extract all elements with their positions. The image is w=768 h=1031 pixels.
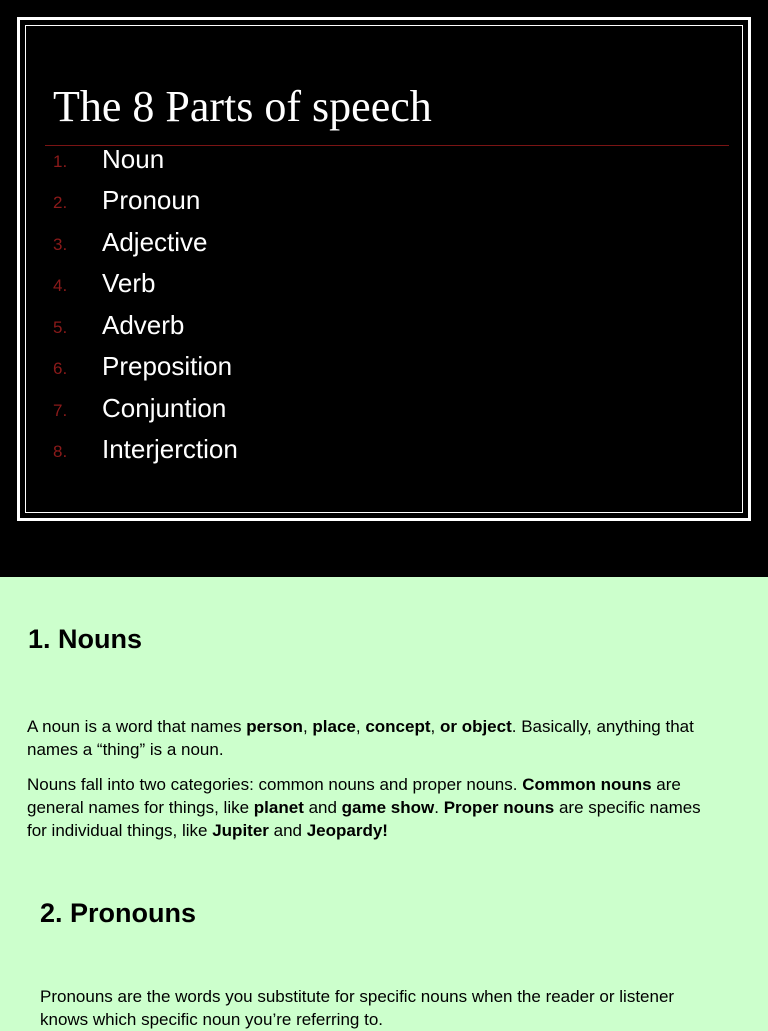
list-label: Pronoun	[102, 185, 201, 215]
list-number: 3.	[53, 235, 68, 254]
list-label: Conjuntion	[102, 393, 227, 423]
list-number: 6.	[53, 359, 68, 378]
text-run: ,	[302, 717, 313, 736]
text-run: Nouns fall into two categories: common nouns and proper nouns.	[27, 775, 523, 794]
bold-term: person	[246, 717, 303, 736]
bold-term: Jeopardy!	[306, 821, 388, 840]
bold-term: place	[312, 717, 356, 736]
text-run: . Basically, anything that names a “thing” is a noun.	[27, 717, 694, 759]
bold-term: Common nouns	[522, 775, 652, 794]
bold-term: or object	[439, 717, 512, 736]
list-label: Noun	[102, 144, 165, 174]
list-label: Adverb	[102, 310, 185, 340]
list-number: 4.	[53, 276, 68, 295]
pronouns-definition: Pronouns are the words you substitute for specific nouns when the reader or listener knows which specific noun you’re referring to.	[40, 987, 675, 1029]
text-run: are general names for things, like	[27, 775, 681, 817]
text-run: are specific names for individual things, like	[27, 798, 701, 840]
bold-term: concept	[365, 717, 431, 736]
text-run: and	[303, 798, 342, 817]
slide-title: The 8 Parts of speech	[53, 82, 432, 131]
list-number: 1.	[53, 152, 68, 171]
list-label: Verb	[102, 268, 156, 298]
nouns-categories	[27, 773, 717, 842]
nouns-slide	[0, 577, 768, 1029]
text-run: A noun is a word that names	[27, 717, 247, 736]
list-label: Preposition	[102, 351, 233, 381]
list-label: Interjerction	[102, 434, 238, 464]
list-number: 8.	[53, 442, 68, 461]
text-run: and	[268, 821, 307, 840]
bold-term: game show	[341, 798, 435, 817]
pronouns-heading: 2. Pronouns	[40, 898, 197, 928]
list-number: 2.	[53, 193, 68, 212]
text-run: ,	[355, 717, 366, 736]
list-number: 5.	[53, 318, 68, 337]
text-run: ,	[430, 717, 440, 736]
text-run: .	[434, 798, 444, 817]
nouns-heading: 1. Nouns	[28, 624, 143, 654]
bold-term: Jupiter	[212, 821, 269, 840]
nouns-definition	[27, 715, 717, 761]
bold-term: planet	[253, 798, 304, 817]
bold-term: Proper nouns	[443, 798, 555, 817]
list-number: 7.	[53, 401, 68, 420]
list-label: Adjective	[102, 227, 208, 257]
